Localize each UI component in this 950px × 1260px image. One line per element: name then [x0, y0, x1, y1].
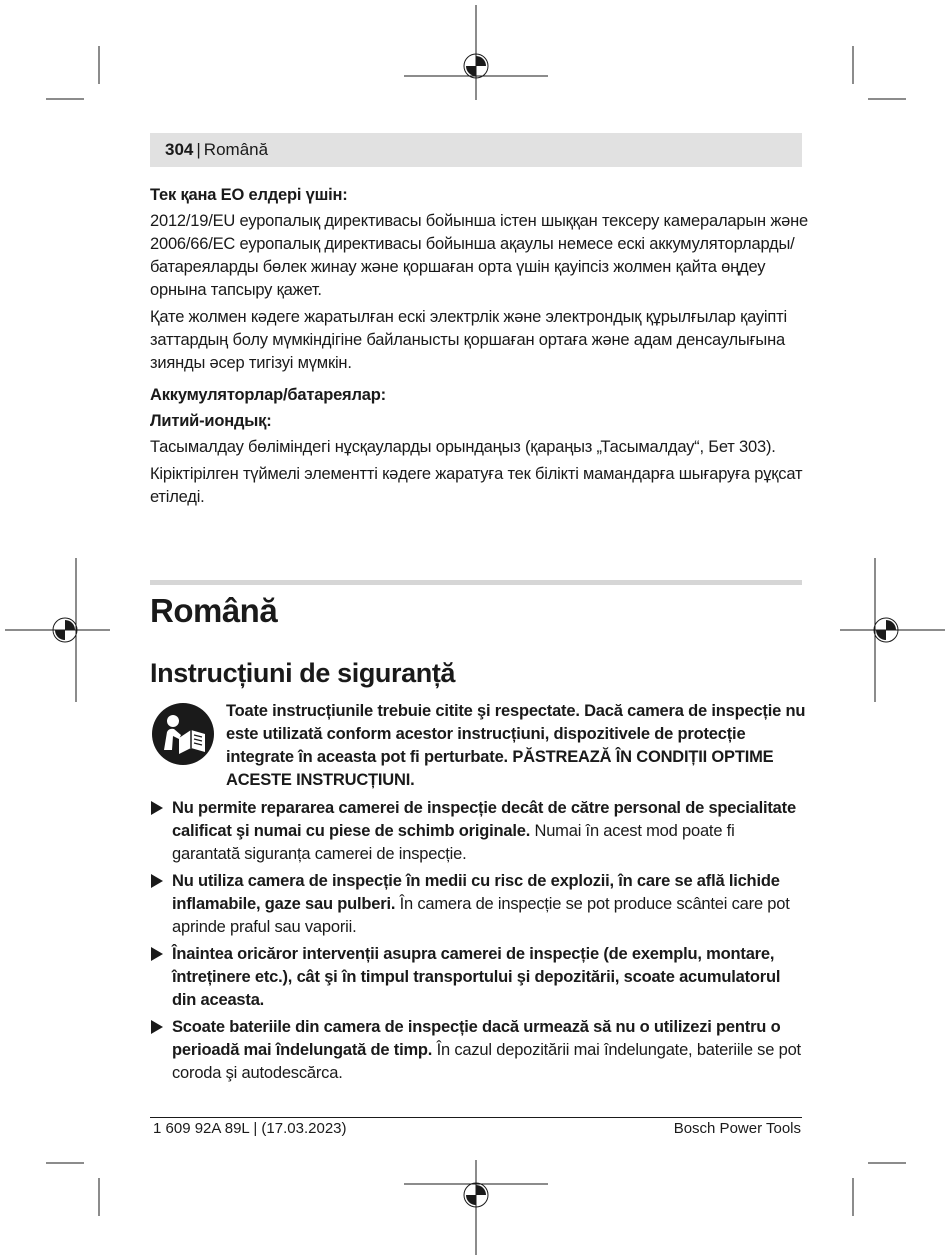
kazakh-disposal-section — [150, 184, 810, 513]
bullet-text: Numai în acest mod poate fi garantată siguranța camerei de inspecție. — [172, 822, 735, 863]
bullet-triangle-icon — [151, 1020, 163, 1034]
footer-doc-ref: 1 609 92A 89L | (17.03.2023) — [153, 1120, 347, 1137]
bullet-text: În camera de inspecție se pot produce scântei care pot aprinde praful sau vaporii. — [172, 895, 790, 936]
language-title: Română — [150, 592, 278, 629]
list-item — [150, 870, 806, 939]
paragraph-improper-disposal: Қате жолмен кәдеге жаратылған ескі электрлік және электрондық құрылғылар қауіпті заттардың болу мүмкіндігіне байланысты қоршаған ортаға және адам денсаулығына зиянды әсер тигізуі мүмкін. — [150, 308, 787, 372]
bullet-bold-text: Înaintea oricăror intervenții asupra camerei de inspecție (de exemplu, montare, întreținere etc.), cât şi în timpul transportului şi depozitării, scoate acumulatorul din aceasta. — [172, 945, 781, 1009]
footer-brand: Bosch Power Tools — [673, 1120, 801, 1137]
safety-intro-warning: Toate instrucțiunile trebuie citite şi respectate. Dacă camera de inspecție nu este utilizată conform acestor instrucțiuni, dispozitivele de protecție integrate în aceasta pot fi perturbate. PĂSTREAZĂ ÎN CONDIȚII OPTIME ACESTE INSTRUCȚIUNI. — [226, 702, 806, 789]
heading-li-ion: Литий-иондық: — [150, 412, 272, 430]
heading-batteries: Аккумуляторлар/батареялар: — [150, 386, 386, 404]
footer-rule — [150, 1117, 802, 1118]
paragraph-eu-directive: 2012/19/EU еуропалық директивасы бойынша істен шыққан тексеру камераларын және 2006/66/ЕС еуропалық директивасы бойынша ақаулы немесе ескі аккумуляторларды/батареяларды бөлек жинау және қоршаған орта үшін қауіпсіз жолмен қайта өңдеу орнына тапсыру қажет. — [150, 212, 809, 299]
page-header — [150, 133, 802, 167]
list-item — [150, 797, 806, 866]
read-manual-icon — [151, 702, 215, 766]
safety-bullet-list — [150, 797, 806, 1089]
bullet-bold-text: Nu permite repararea camerei de inspecție decât de către personal de specialitate calificat şi numai cu piese de schimb originale. — [172, 799, 796, 840]
header-language: Română — [203, 140, 269, 159]
safety-section-title: Instrucțiuni de siguranță — [150, 658, 456, 688]
bullet-triangle-icon — [151, 801, 163, 815]
paragraph-button-cell: Кіріктірілген түймелі элементті кәдеге жаратуға тек білікті мамандарға шығаруға рұқсат етіледі. — [150, 465, 803, 506]
bullet-triangle-icon — [151, 947, 163, 961]
header-separator: | — [196, 140, 201, 159]
page-number: 304 — [165, 140, 194, 159]
paragraph-transport-note: Тасымалдау бөліміндегі нұсқауларды орындаңыз (қараңыз „Тасымалдау“, Бет 303). — [150, 438, 776, 456]
list-item — [150, 943, 806, 1012]
bullet-text: În cazul depozitării mai îndelungate, bateriile se pot coroda şi autodescărca. — [172, 1041, 801, 1082]
bullet-bold-text: Scoate bateriile din camera de inspecție dacă urmează să nu o utilizezi pentru o perioadă mai îndelungată de timp. — [172, 1018, 781, 1059]
bullet-bold-text: Nu utiliza camera de inspecție în medii cu risc de explozii, în care se află lichide inflamabile, gaze sau pulberi. — [172, 872, 780, 913]
list-item — [150, 1016, 806, 1085]
section-divider — [150, 580, 802, 585]
heading-eu-only: Тек қана ЕО елдері үшін: — [150, 186, 348, 204]
bullet-triangle-icon — [151, 874, 163, 888]
